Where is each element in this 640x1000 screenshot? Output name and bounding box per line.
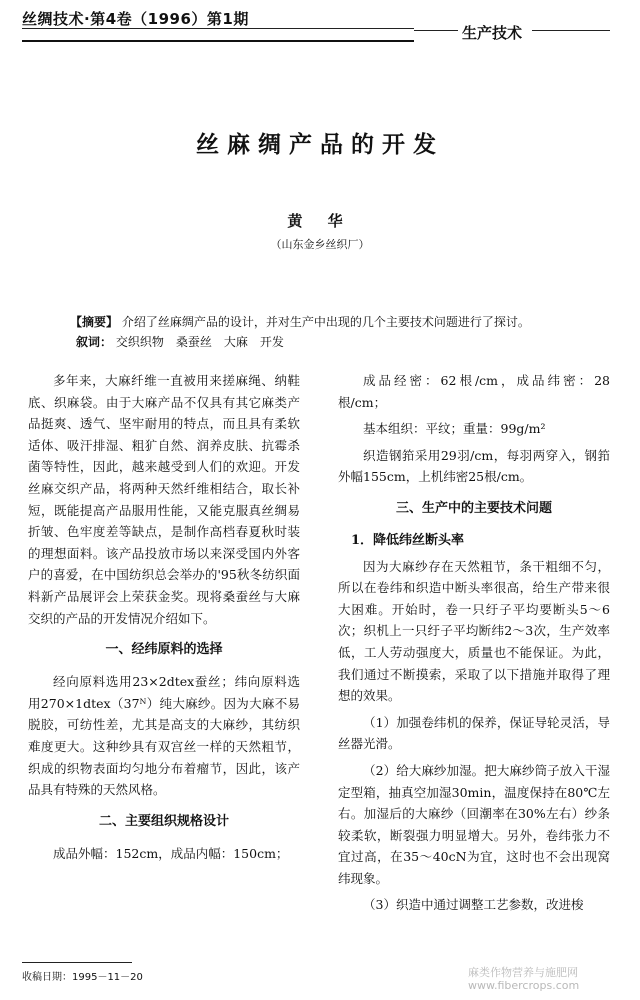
subsection-heading-1: 1．降低纬丝断头率 <box>351 532 465 548</box>
site-watermark <box>468 966 579 992</box>
subsection1-paragraph: 因为大麻纱存在天然粗节，条干粗细不匀，所以在卷纬和织造中断头率很高，给生产带来很大困难。开始时，卷一只纡子平均要断头5～6次；织机上一只纡子平均断纬2～3次，生产效率低，工人劳动强度大，质量也不能保证。为此，我们通过不断摸索，采取了以下措施并取得了理想的效果。 <box>338 558 610 704</box>
measure-item-2: （2）给大麻纱加湿。把大麻纱筒子放入干湿定型箱，抽真空加湿30min，温度保持在80℃左右。加湿后的大麻纱（回潮率在30%左右）纱条较柔软，断裂强力明显增大。另外，卷纬张力不宜过高，在35～40cN为宜，这时也不会出现窝纬现象。 <box>338 762 610 886</box>
article-author: 黄 华 <box>287 212 353 230</box>
received-date: 收稿日期：1995－11－20 <box>22 972 143 983</box>
spec-reed: 织造钢筘采用29羽/cm，每羽两穿入，钢筘外幅155cm，上机纬密25根/cm。 <box>338 447 610 485</box>
keywords <box>76 333 284 350</box>
header-rule-bottom <box>22 40 414 42</box>
header-rule-top <box>22 28 414 29</box>
right-column <box>338 370 610 921</box>
measure-item-1: （1）加强卷纬机的保养，保证导轮灵活，导丝器光滑。 <box>338 714 610 752</box>
spec-density: 成品经密：62根/cm，成品纬密：28根/cm； <box>338 373 610 410</box>
watermark-line-2: www.fibercrops.com <box>468 979 580 992</box>
watermark-line-1: 麻类作物营养与施肥网 <box>468 966 578 979</box>
section-heading-3: 三、生产中的主要技术问题 <box>395 500 552 516</box>
header-rule-right-b <box>532 30 610 31</box>
abstract-label: 【摘要】 <box>70 315 119 329</box>
keywords-label: 叙词： <box>76 335 113 349</box>
footnote-rule <box>22 962 132 963</box>
header-rule-right-a <box>414 30 458 31</box>
running-head: 丝绸技术·第4卷（1996）第1期 <box>22 10 249 28</box>
intro-paragraph: 多年来，大麻纤维一直被用来搓麻绳、纳鞋底、织麻袋。由于大麻产品不仅具有其它麻类产品挺爽、透气、坚牢耐用的特点，而且具有柔软适体、吸汗排湿、粗犷自然、润养皮肤、抗霉杀菌等特性，因此，越来越受到人们的欢迎。开发丝麻交织产品，将两种天然纤维相结合，取长补短，既能提高产品服用性能，又能克服真丝绸易折皱、色牢度差等缺点，是制作高档春夏秋时装的理想面料。该产品投放市场以来深受国内外客户的喜爱，在中国纺织总会举办的'95秋冬纺织面料新产品展评会上荣获金奖。现将桑蚕丝与大麻交织的产品的开发情况介绍如下。 <box>28 373 300 626</box>
section-tag: 生产技术 <box>462 24 523 42</box>
abstract-text: 介绍了丝麻绸产品的设计，并对生产中出现的几个主要技术问题进行了探讨。 <box>121 315 530 329</box>
spec-width: 成品外幅：152cm，成品内幅：150cm； <box>53 845 289 861</box>
abstract <box>70 313 530 330</box>
section1-paragraph: 经向原料选用23×2dtex蚕丝；纬向原料选用270×1dtex（37ᴺ）纯大麻纱。因为大麻不易脱胶，可纺性差，尤其是高支的大麻纱，其纺织难度更大。这种纱具有双宫丝一样的天然粗节，织成的织物表面均匀地分布着瘤节，因此，该产品具有特殊的天然风格。 <box>28 674 300 798</box>
section-heading-1: 一、经纬原料的选择 <box>105 642 223 658</box>
measure-item-3: （3）织造中通过调整工艺参数，改进梭 <box>363 897 584 913</box>
spec-weave: 基本组织：平纹；重量：99g/m² <box>363 421 546 437</box>
keywords-text: 交织织物 桑蚕丝 大麻 开发 <box>115 335 284 349</box>
article-title: 丝麻绸产品的开发 <box>196 132 444 158</box>
article-affiliation: （山东金乡丝织厂） <box>270 238 370 251</box>
section-heading-2: 二、主要组织规格设计 <box>98 813 229 829</box>
left-column <box>28 370 300 869</box>
